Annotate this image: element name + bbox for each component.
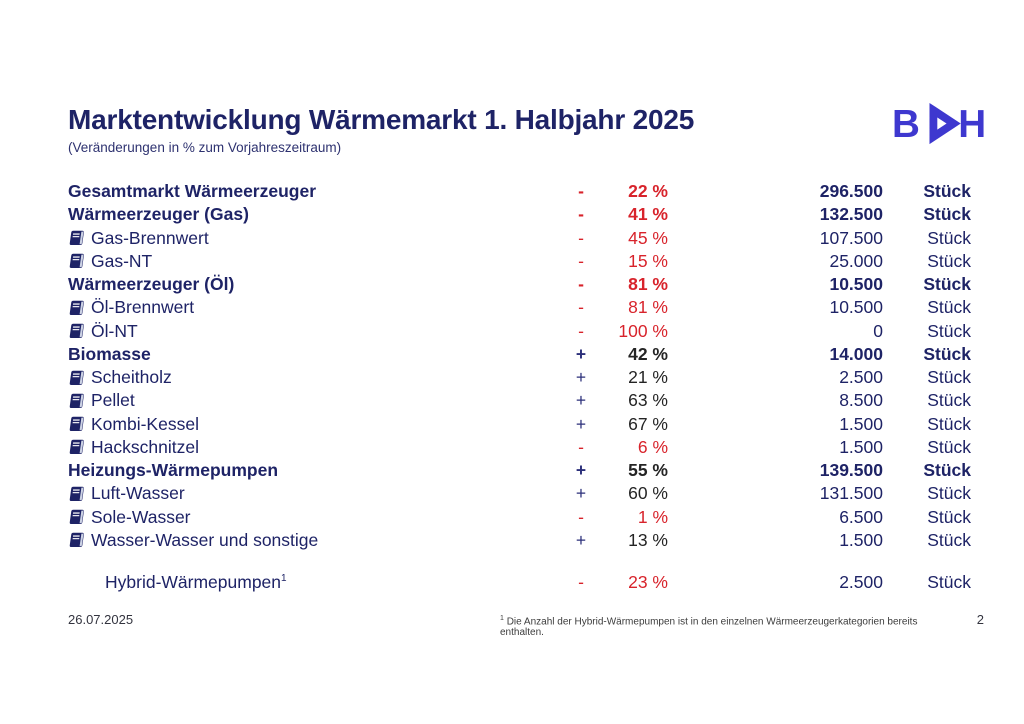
row-percent: 1 %: [637, 506, 668, 527]
row-unit: Stück: [923, 460, 971, 481]
row-label: Gas-NT: [91, 250, 153, 271]
bdh-logo-graphic: [892, 100, 984, 148]
book-icon: [68, 300, 85, 316]
row-label: Öl-NT: [91, 320, 138, 341]
row-unit: Stück: [923, 204, 971, 225]
book-icon: [68, 416, 85, 432]
row-percent: 13 %: [628, 529, 668, 550]
row-unit: Stück: [927, 367, 971, 388]
row-value: 2.500: [839, 572, 883, 593]
row-unit: Stück: [927, 529, 971, 550]
row-sign: -: [578, 250, 584, 271]
footnote: [500, 612, 934, 638]
table-row: [68, 343, 971, 366]
table-row: [68, 180, 971, 203]
row-value: 296.500: [819, 181, 883, 202]
row-percent: 55 %: [628, 460, 668, 481]
row-percent: 45 %: [628, 227, 668, 248]
page-subtitle: (Veränderungen in % zum Vorjahreszeitraum): [68, 140, 342, 155]
row-sign: -: [578, 506, 584, 527]
row-unit: Stück: [923, 343, 971, 364]
row-unit: Stück: [927, 250, 971, 271]
row-unit: Stück: [927, 572, 971, 593]
book-icon: [68, 230, 85, 246]
row-sign: -: [578, 274, 584, 295]
row-percent: 100 %: [618, 320, 668, 341]
row-unit: Stück: [927, 483, 971, 504]
row-percent: 6 %: [637, 436, 668, 457]
bdh-logo: [892, 100, 984, 148]
row-sign: -: [578, 572, 584, 593]
book-icon: [68, 439, 85, 455]
table-row: [68, 250, 971, 273]
row-sign: -: [578, 204, 584, 225]
row-value: 1.500: [839, 413, 883, 434]
market-table: [68, 180, 971, 552]
row-sign: -: [578, 181, 584, 202]
row-value: 0: [873, 320, 883, 341]
row-label: Heizungs-Wärmepumpen: [68, 460, 279, 481]
book-icon: [68, 323, 85, 339]
row-sign: -: [578, 297, 584, 318]
row-label: Gesamtmarkt Wärmeerzeuger: [68, 181, 317, 202]
footer-date: 26.07.2025: [68, 612, 134, 627]
row-sign: +: [575, 390, 587, 411]
row-percent: 63 %: [628, 390, 668, 411]
row-percent: 41 %: [628, 204, 668, 225]
row-percent: 21 %: [628, 367, 668, 388]
row-value: 2.500: [839, 367, 883, 388]
row-unit: Stück: [927, 436, 971, 457]
table-row: [68, 413, 971, 436]
row-value: 131.500: [819, 483, 883, 504]
row-percent: 67 %: [628, 413, 668, 434]
logo-letter-b: B: [892, 102, 920, 146]
row-label: Wasser-Wasser und sonstige: [91, 529, 319, 550]
book-icon: [68, 370, 85, 386]
table-row: [68, 529, 971, 552]
footnote-text: Die Anzahl der Hybrid-Wärmepumpen ist in den einzelnen Wärmeerzeugerkategorien bereits enthalten.: [500, 616, 918, 639]
row-percent: 60 %: [628, 483, 668, 504]
row-sign: -: [578, 436, 584, 457]
row-percent: 23 %: [628, 572, 668, 593]
row-unit: Stück: [927, 413, 971, 434]
table-row: [68, 320, 971, 343]
table-row: [68, 571, 971, 594]
row-unit: Stück: [923, 181, 971, 202]
row-value: 1.500: [839, 436, 883, 457]
book-icon: [68, 509, 85, 525]
row-label: Luft-Wasser: [91, 483, 185, 504]
row-value: 107.500: [819, 227, 883, 248]
table-row: [68, 436, 971, 459]
row-sign: +: [575, 460, 587, 481]
footnote-marker: 1: [500, 615, 504, 622]
book-icon: [68, 532, 85, 548]
footnote-marker: 1: [281, 573, 287, 585]
row-unit: Stück: [923, 274, 971, 295]
row-percent: 81 %: [628, 297, 668, 318]
row-value: 139.500: [819, 460, 883, 481]
row-percent: 42 %: [628, 343, 668, 364]
table-row: [68, 203, 971, 226]
table-row: [68, 273, 971, 296]
row-sign: -: [578, 227, 584, 248]
row-value: 6.500: [839, 506, 883, 527]
row-value: 8.500: [839, 390, 883, 411]
header: [68, 104, 984, 155]
row-unit: Stück: [927, 320, 971, 341]
row-label: Wärmeerzeuger (Öl): [68, 274, 235, 295]
row-label: Gas-Brennwert: [91, 227, 209, 248]
row-percent: 22 %: [628, 181, 668, 202]
logo-letter-h: H: [958, 102, 984, 146]
table-row: [68, 296, 971, 319]
table-row: [68, 459, 971, 482]
row-value: 1.500: [839, 529, 883, 550]
row-value: 132.500: [819, 204, 883, 225]
logo-d-glyph: [933, 110, 953, 137]
row-label: Pellet: [91, 390, 135, 411]
row-sign: +: [575, 483, 587, 504]
table-row: [68, 366, 971, 389]
row-percent: 81 %: [628, 274, 668, 295]
row-unit: Stück: [927, 297, 971, 318]
page-number: 2: [976, 612, 984, 627]
book-icon: [68, 486, 85, 502]
row-label: Hybrid-Wärmepumpen$^1$: [105, 572, 287, 593]
row-label: Biomasse: [68, 343, 151, 364]
page-title: Marktentwicklung Wärmemarkt 1. Halbjahr 2025: [68, 104, 695, 135]
row-value: 25.000: [829, 250, 883, 271]
row-sign: +: [575, 367, 587, 388]
row-sign: +: [575, 413, 587, 434]
table-row: [68, 227, 971, 250]
row-unit: Stück: [927, 227, 971, 248]
row-unit: Stück: [927, 506, 971, 527]
row-value: 10.500: [829, 274, 883, 295]
footer: [68, 612, 984, 638]
row-label: Sole-Wasser: [91, 506, 191, 527]
book-icon: [68, 393, 85, 409]
row-label: Scheitholz: [91, 367, 172, 388]
table-row: [68, 506, 971, 529]
hybrid-row-section: [68, 571, 971, 594]
row-sign: +: [575, 529, 587, 550]
row-unit: Stück: [927, 390, 971, 411]
book-icon: [68, 253, 85, 269]
row-value: 14.000: [829, 343, 883, 364]
row-label: Kombi-Kessel: [91, 413, 199, 434]
table-row: [68, 389, 971, 412]
row-percent: 15 %: [628, 250, 668, 271]
table-row: [68, 482, 971, 505]
row-label: Öl-Brennwert: [91, 297, 195, 318]
row-sign: +: [575, 343, 587, 364]
row-sign: -: [578, 320, 584, 341]
row-label: Hackschnitzel: [91, 436, 199, 457]
row-value: 10.500: [829, 297, 883, 318]
row-label: Wärmeerzeuger (Gas): [68, 204, 249, 225]
